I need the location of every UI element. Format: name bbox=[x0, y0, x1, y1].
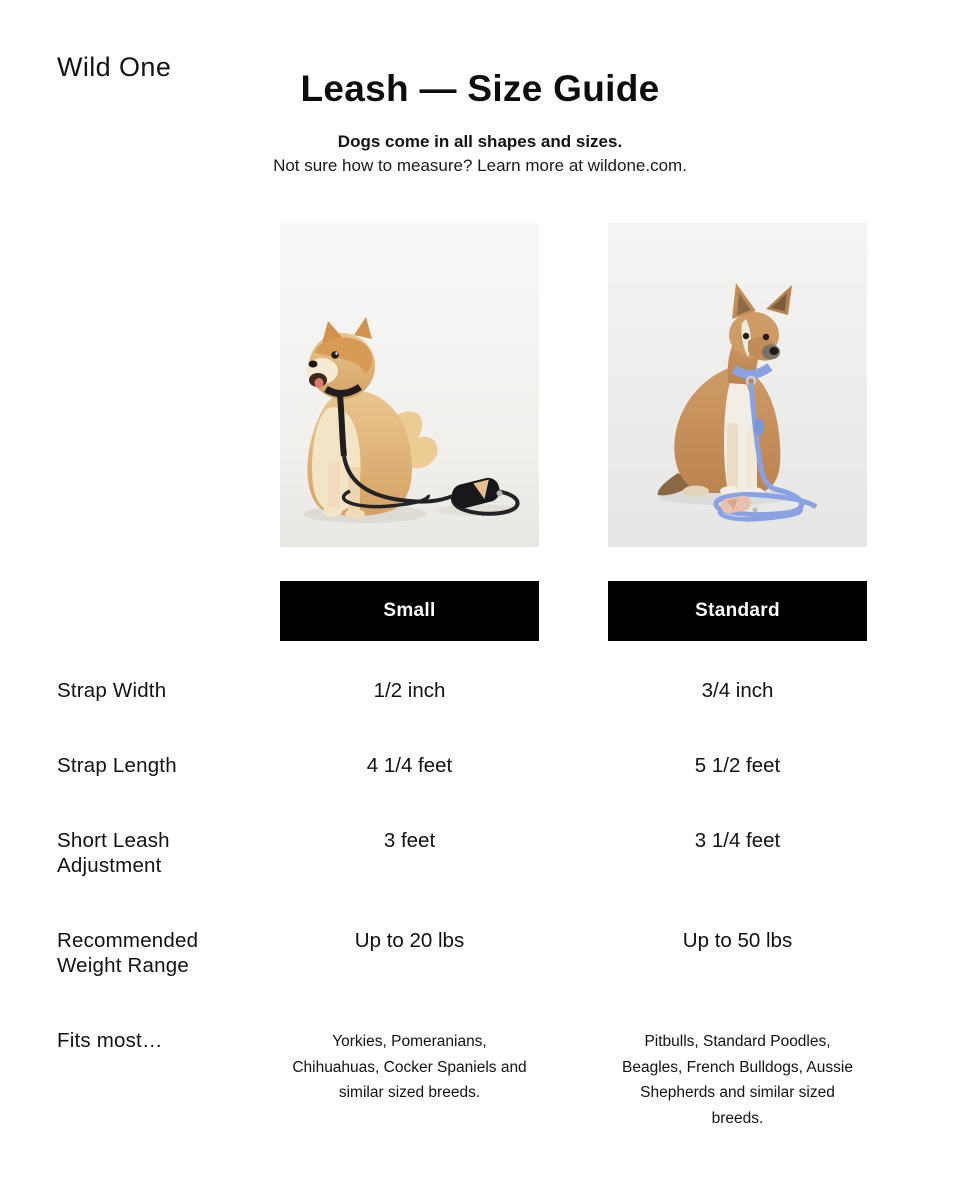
weight-range-standard-value: Up to 50 lbs bbox=[682, 929, 793, 952]
short-leash-standard-value: 3 1/4 feet bbox=[694, 829, 781, 852]
table-row-weight-range bbox=[57, 928, 960, 978]
fits-most-standard-value: Pitbulls, Standard Poodles, Beagles, French Bulldogs, Aussie Shepherds and similar sized breeds. bbox=[622, 1033, 853, 1127]
subtitle-bold: Dogs come in all shapes and sizes. bbox=[337, 132, 623, 151]
fits-most-small-value: Yorkies, Pomeranians, Chihuahuas, Cocker Spaniels and similar sized breeds. bbox=[292, 1033, 527, 1101]
table-row-strap-width bbox=[57, 678, 960, 703]
row-label: Fits most… bbox=[57, 1029, 163, 1052]
table-row-fits-most bbox=[57, 1028, 960, 1131]
shepherd-mix-dog-illustration bbox=[608, 223, 867, 547]
strap-width-small-value: 1/2 inch bbox=[373, 679, 446, 702]
small-leash-photo bbox=[280, 223, 539, 547]
wild-one-logo: Wild One bbox=[57, 52, 172, 82]
page-title: Leash — Size Guide bbox=[300, 68, 660, 109]
strap-width-standard-value: 3/4 inch bbox=[701, 679, 774, 702]
size-column-header-small[interactable]: Small bbox=[280, 581, 539, 641]
row-label: Strap Width bbox=[57, 679, 167, 702]
standard-leash-photo bbox=[608, 223, 867, 547]
row-label: Recommended Weight Range bbox=[57, 929, 199, 977]
subtitle-measure-note: Not sure how to measure? Learn more at wildone.com. bbox=[273, 156, 687, 175]
short-leash-small-value: 3 feet bbox=[383, 829, 436, 852]
row-label: Strap Length bbox=[57, 754, 177, 777]
strap-length-standard-value: 5 1/2 feet bbox=[694, 754, 781, 777]
strap-length-small-value: 4 1/4 feet bbox=[366, 754, 453, 777]
size-spec-table bbox=[0, 678, 960, 1181]
weight-range-small-value: Up to 20 lbs bbox=[354, 929, 465, 952]
table-row-strap-length bbox=[57, 753, 960, 778]
size-column-header-standard[interactable]: Standard bbox=[608, 581, 867, 641]
row-label: Short Leash Adjustment bbox=[57, 829, 170, 877]
table-row-short-leash-adjustment bbox=[57, 828, 960, 878]
pomeranian-dog-illustration bbox=[280, 223, 539, 547]
